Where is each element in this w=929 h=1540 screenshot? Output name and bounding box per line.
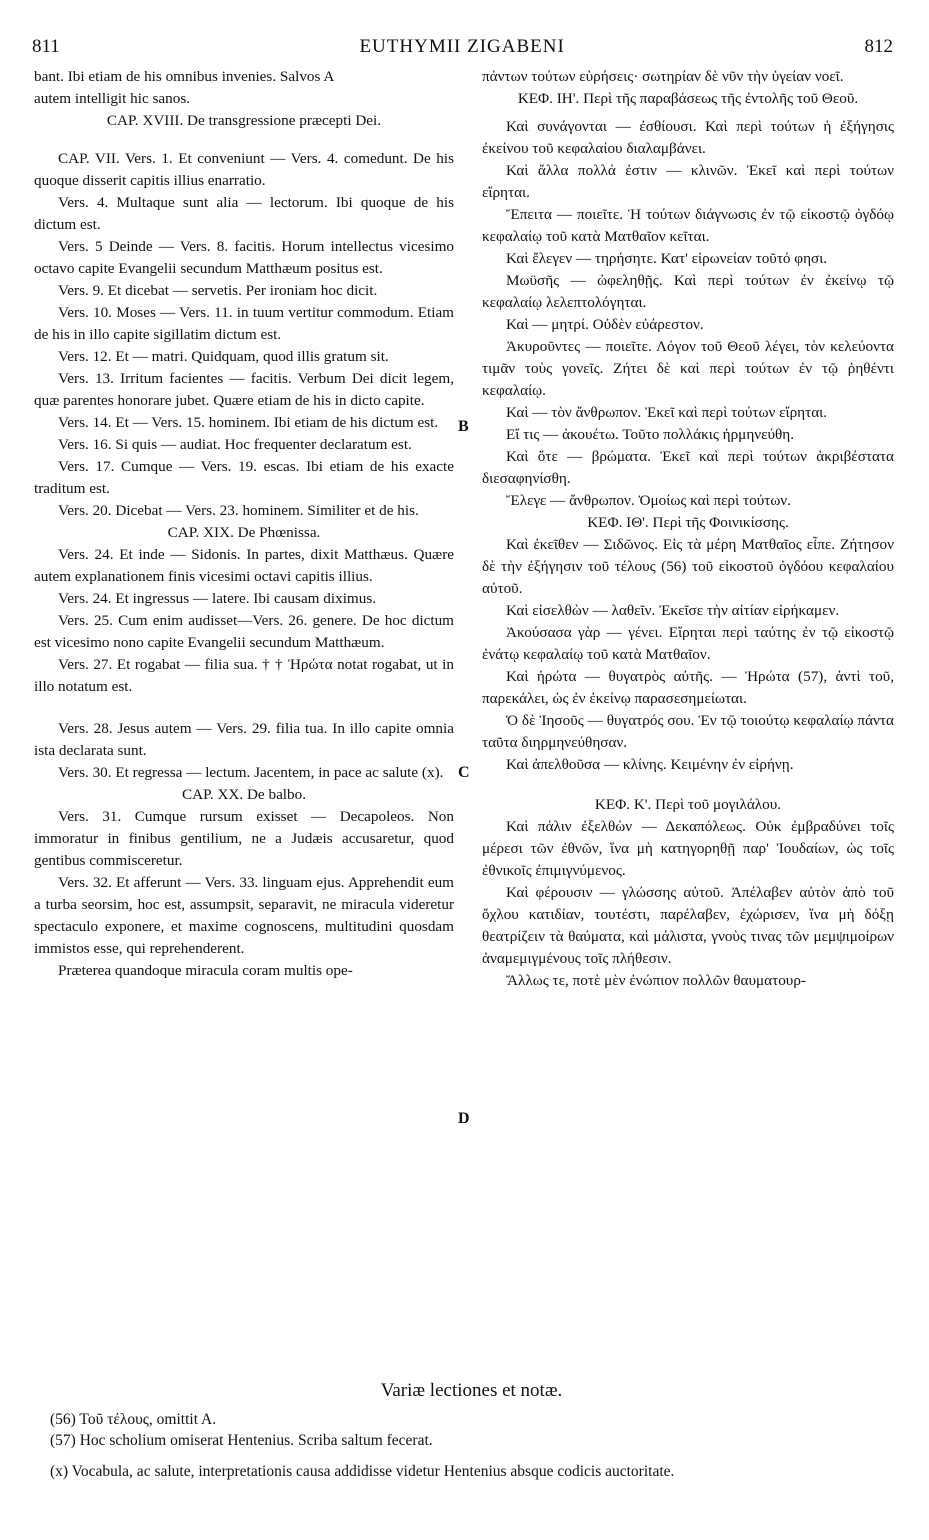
paragraph: autem intelligit hic sanos. (34, 90, 191, 107)
paragraph: Vers. 27. Et rogabat — filia sua. † † Ἠρώτα notat rogabat, ut in illo notatum est. (34, 656, 454, 695)
paragraph: Vers. 12. Et — matri. Quidquam, quod illis gratum sit. (58, 348, 389, 365)
paragraph: Ἔπειτα — ποιεῖτε. Ἡ τούτων διάγνωσις ἐν τῷ εἰκοστῷ ὀγδόῳ κεφαλαίῳ τοῦ κατὰ Ματθαῖον κεῖται. (482, 206, 894, 245)
paragraph: Ἄλλως τε, ποτὲ μὲν ἐνώπιον πολλῶν θαυματουρ- (506, 972, 806, 989)
paragraph: Καὶ ὅτε — βρώματα. Ἐκεῖ καὶ περὶ τούτων ἀκριβέστατα διεσαφηνίσθη. (482, 448, 894, 487)
chapter-heading: ΚΕΦ. ΙΗ'. Περὶ τῆς παραβάσεως τῆς ἐντολῆς τοῦ Θεοῦ. (517, 90, 859, 107)
paragraph: Καὶ ἔλεγεν — τηρήσητε. Κατ' εἰρωνείαν τοῦτό φησι. (506, 250, 828, 267)
note-57: (57) Hoc scholium omiserat Hentenius. Scriba saltum fecerat. (50, 1432, 433, 1449)
paragraph: Præterea quandoque miracula coram multis ope- (58, 962, 353, 979)
paragraph: Καὶ — τὸν ἄνθρωπον. Ἐκεῖ καὶ περὶ τούτων εἴρηται. (506, 404, 828, 421)
paragraph: Ὁ δὲ Ἰησοῦς — θυγατρός σου. Ἐν τῷ τοιούτῳ κεφαλαίῳ πάντα ταῦτα διηρμηνεύθησαν. (482, 712, 894, 751)
chapter-heading: CAP. XVIII. De transgressione præcepti Dei. (106, 112, 382, 129)
paragraph: Vers. 24. Et inde — Sidonis. In partes, dixit Matthæus. Quære autem explanationem finis vicesimi octavi capitis illius. (34, 546, 454, 585)
chapter-heading: CAP. XX. De balbo. (181, 786, 307, 803)
paragraph: Vers. 24. Et ingressus — latere. Ibi causam diximus. (58, 590, 377, 607)
section-marker-b: B (458, 418, 469, 435)
paragraph: bant. Ibi etiam de his omnibus invenies. Salvos A (34, 68, 335, 85)
paragraph: Ἀκούσασα γὰρ — γένει. Εἴρηται περὶ ταύτης ἐν τῷ εἰκοστῷ ἐνάτῳ κεφαλαίῳ τοῦ κατὰ Ματθαῖον. (482, 624, 894, 663)
chapter-heading: ΚΕΦ. Κ'. Περὶ τοῦ μογιλάλου. (594, 796, 782, 813)
paragraph: Vers. 5 Deinde — Vers. 8. facitis. Horum intellectus vicesimo octavo capite Evangelii secundum Matthæum positus est. (34, 238, 454, 277)
notes-heading: Variæ lectiones et notæ. (380, 1380, 563, 1401)
page-header (32, 36, 893, 64)
greek-column (482, 66, 894, 992)
paragraph: Καὶ ἀπελθοῦσα — κλίνης. Κειμένην ἐν εἰρήνῃ. (506, 756, 794, 773)
notes-section (50, 1380, 893, 1482)
paragraph: Vers. 17. Cumque — Vers. 19. escas. Ibi etiam de his exacte traditum est. (34, 458, 454, 497)
paragraph: Vers. 28. Jesus autem — Vers. 29. filia tua. In illo capite omnia ista declarata sunt. (34, 720, 454, 759)
paragraph: Καὶ συνάγονται — ἐσθίουσι. Καὶ περὶ τούτων ἡ ἐξήγησις ἐκείνου τοῦ κεφαλαίου διαλαμβάνει. (482, 118, 894, 157)
note-56: (56) Τοῦ τέλους, omittit A. (50, 1411, 217, 1428)
paragraph: Vers. 4. Multaque sunt alia — lectorum. Ibi quoque de his dictum est. (34, 194, 454, 233)
paragraph: Ἀκυροῦντες — ποιεῖτε. Λόγον τοῦ Θεοῦ λέγει, τὸν κελεύοντα τιμᾶν τοὺς γονεῖς. Ζήτει δὲ καὶ περὶ τούτων ἐν τῷ ῥηθέντι κεφαλαίῳ. (482, 338, 894, 399)
paragraph: Vers. 13. Irritum facientes — facitis. Verbum Dei dicit legem, quæ parentes honorare jubet. Quære etiam de his in dicto capite. (34, 370, 454, 409)
latin-column (34, 66, 454, 982)
note-x: (x) Vocabula, ac salute, interpretationis causa addidisse videtur Hentenius absque codicis auctoritate. (50, 1463, 675, 1480)
paragraph: πάντων τούτων εὑρήσεις· σωτηρίαν δὲ νῦν τὴν ὑγείαν νοεῖ. (482, 68, 844, 85)
paragraph: Καὶ ἐκεῖθεν — Σιδῶνος. Εἰς τὰ μέρη Ματθαῖος εἶπε. Ζήτησον δὲ τὴν ἐξήγησιν τοῦ τέλους (56) τοῦ εἰκοστοῦ ὀγδόου κεφαλαίου αὐτοῦ. (482, 536, 894, 597)
paragraph: Μωϋσῆς — ὠφεληθῇς. Καὶ περὶ τούτων ἐν ἐκείνῳ τῷ κεφαλαίῳ λελεπτολόγηται. (482, 272, 894, 311)
section-marker-c: C (458, 764, 470, 781)
page-number-left: 811 (32, 36, 60, 57)
paragraph: Εἴ τις — ἀκουέτω. Τοῦτο πολλάκις ἡρμηνεύθη. (506, 426, 795, 443)
paragraph: Καὶ πάλιν ἐξελθὼν — Δεκαπόλεως. Οὐκ ἐμβραδύνει τοῖς μέρεσι τῶν ἐθνῶν, ἵνα μὴ κατηγορηθῇ παρ' Ἰουδαίων, ὡς τοῖς ἐθνικοῖς ἐπιμιγνύμενος. (482, 818, 894, 879)
paragraph: Vers. 20. Dicebat — Vers. 23. hominem. Similiter et de his. (58, 502, 419, 519)
section-marker-d: D (458, 1110, 470, 1127)
chapter-heading: CAP. XIX. De Phœnissa. (167, 524, 321, 541)
paragraph: Καὶ εἰσελθὼν — λαθεῖν. Ἐκεῖσε τὴν αἰτίαν εἰρήκαμεν. (506, 602, 840, 619)
paragraph: Vers. 14. Et — Vers. 15. hominem. Ibi etiam de his dictum est. (58, 414, 439, 431)
paragraph: Vers. 25. Cum enim audisset—Vers. 26. genere. De hoc dictum est vicesimo nono capite Evangelii secundum Matthæum. (34, 612, 454, 651)
chapter-heading: ΚΕΦ. ΙΘ'. Περὶ τῆς Φοινικίσσης. (587, 514, 789, 531)
paragraph: Καὶ ἄλλα πολλά ἐστιν — κλινῶν. Ἐκεῖ καὶ περὶ τούτων εἴρηται. (482, 162, 894, 201)
page-number-right: 812 (864, 36, 893, 57)
paragraph: Vers. 31. Cumque rursum exisset — Decapoleos. Non immoratur in finibus gentilium, ne a Judæis accusaretur, quod gentibus commisceretur. (34, 808, 454, 869)
running-title: EUTHYMII ZIGABENI (359, 36, 565, 57)
paragraph: Καὶ ἠρώτα — θυγατρὸς αὐτῆς. — Ἠρώτα (57), ἀντὶ τοῦ, παρεκάλει, ὡς ἐν ἐκείνῳ παρασεσημείωται. (482, 668, 894, 707)
paragraph: Ἔλεγε — ἄνθρωπον. Ὁμοίως καὶ περὶ τούτων. (506, 492, 791, 509)
paragraph: Vers. 32. Et afferunt — Vers. 33. linguam ejus. Apprehendit eum a turba seorsim, hoc est, assumpsit, separavit, ne miracula videretur spectaculo exponere, et maxime cognoscens, multitudini quosdam immistos esse, qui reprehenderent. (34, 874, 454, 957)
paragraph: Καὶ φέρουσιν — γλώσσης αὐτοῦ. Ἀπέλαβεν αὐτὸν ἀπὸ τοῦ ὄχλου κατιδίαν, τουτέστι, παρέλαβεν, ἐχώρισεν, ἵνα μὴ δόξῃ θεατρίζειν τὰ θαύματα, καὶ μάλιστα, γνοὺς τινας τῶν μεμψιμοίρων ἀναμεμιγμένους τοῖς πλήθεσιν. (482, 884, 894, 967)
paragraph: Καὶ — μητρί. Οὐδὲν εὐάρεστον. (506, 316, 704, 333)
paragraph: Vers. 9. Et dicebat — servetis. Per ironiam hoc dicit. (58, 282, 378, 299)
paragraph: Vers. 10. Moses — Vers. 11. in tuum vertitur commodum. Etiam de his in illo capite sigillatim dictum est. (34, 304, 454, 343)
paragraph: CAP. VII. Vers. 1. Et conveniunt — Vers. 4. comedunt. De his quoque disserit capitis illius enarratio. (34, 150, 454, 189)
paragraph: Vers. 16. Si quis — audiat. Hoc frequenter declaratum est. (58, 436, 412, 453)
paragraph: Vers. 30. Et regressa — lectum. Jacentem, in pace ac salute (x). (58, 764, 444, 781)
